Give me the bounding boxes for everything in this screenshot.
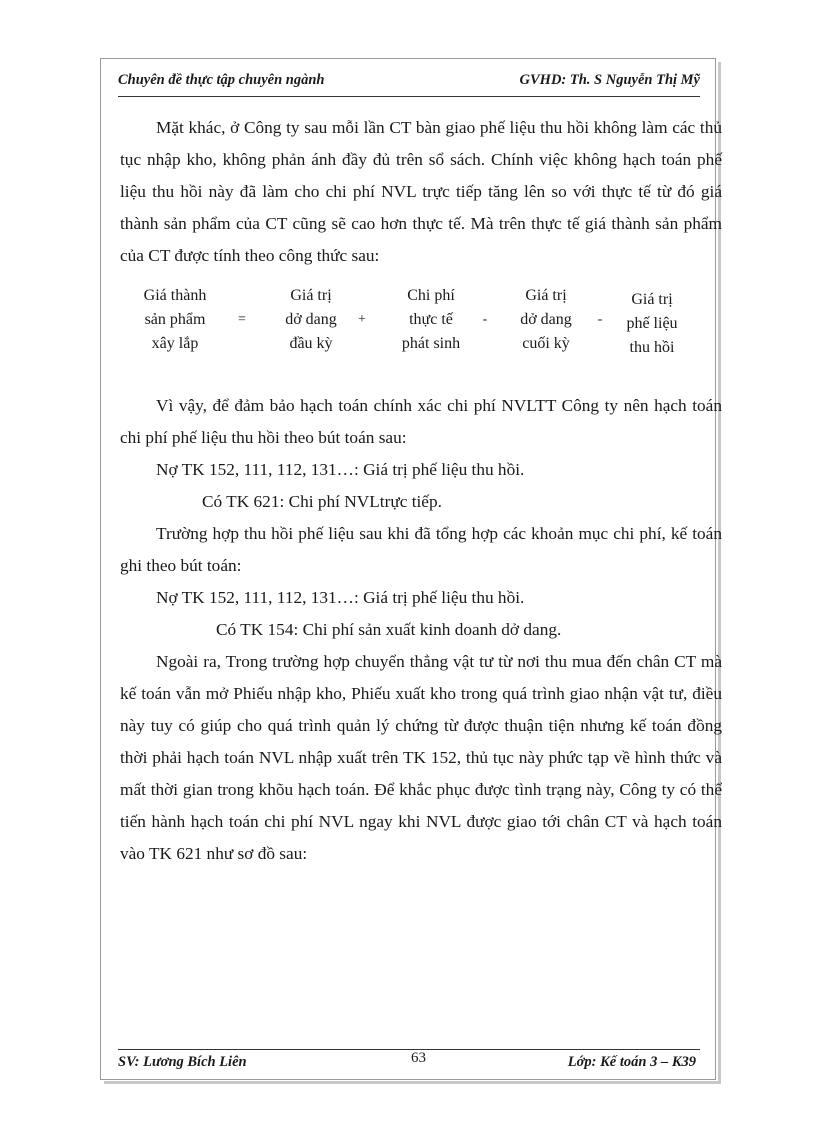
footer-divider <box>118 1049 700 1050</box>
paragraph-1: Mặt khác, ở Công ty sau mỗi lần CT bàn giao phế liệu thu hồi không làm các thủ tục nhập kho, không phản ánh đầy đủ trên sổ sách. Chính việc không hạch toán phế liệu thu hồi này đã làm cho chi phí NVL trực tiếp tăng lên so với thực tế từ đó giá thành sản phẩm của CT cũng sẽ cao hơn thực tế. Mà trên thực tế giá thành sản phẩm của CT được tính theo công thức sau: <box>120 118 722 265</box>
header-supervisor: GVHD: Th. S Nguyễn Thị Mỹ <box>519 72 700 88</box>
footer-class: Lớp: Kế toán 3 – K39 <box>567 1054 696 1070</box>
page-shadow-bottom <box>104 1081 721 1084</box>
paragraph-4: Ngoài ra, Trong trường hợp chuyển thẳng vật tư từ nơi thu mua đến chân CT mà kế toán vẫn mở Phiếu nhập kho, Phiếu xuất kho trong quá trình giao nhận vật tư, điều này tuy có giúp cho quá trình quản lý chứng từ được thuận tiện nhưng kế toán đồng thời phải hạch toán NVL nhập xuất trên TK 152, thủ tục này phức tạp về hình thức và mất thời gian trong khõu hạch toán. Để khắc phục được tình trạng này, Công ty có thể tiến hành hạch toán chi phí NVL ngay khi NVL được giao tới chân CT và hạch toán vào TK 621 như sơ đồ sau: <box>120 652 722 863</box>
formula-term-closing-wip: Giá trị dở dang cuối kỳ <box>520 287 572 352</box>
footer-student-name: SV: Lương Bích Liên <box>118 1054 247 1070</box>
formula-minus-1: - <box>482 312 488 327</box>
page-footer <box>118 1050 700 1076</box>
formula-equals: = <box>238 312 246 327</box>
header-divider <box>118 96 700 97</box>
entry-2-debit: Nợ TK 152, 111, 112, 131…: Giá trị phế liệu thu hồi. <box>156 588 525 607</box>
entry-1-credit: Có TK 621: Chi phí NVLtrực tiếp. <box>202 492 442 511</box>
formula-plus: + <box>358 312 366 327</box>
page-header <box>118 72 700 94</box>
paragraph-2: Vì vậy, để đảm bảo hạch toán chính xác chi phí NVLTT Công ty nên hạch toán chi phí phế liệu thu hồi theo bút toán sau: <box>120 396 722 447</box>
formula-term-product-cost: Giá thành sản phẩm xây lắp <box>143 287 207 352</box>
page-number: 63 <box>411 1050 426 1066</box>
formula-minus-2: - <box>597 312 603 327</box>
formula-term-scrap-value: Giá trị phế liệu thu hồi <box>626 291 678 356</box>
formula-term-opening-wip: Giá trị dở dang đầu kỳ <box>285 287 337 352</box>
entry-2-credit: Có TK 154: Chi phí sản xuất kinh doanh dở dang. <box>216 620 562 639</box>
entry-1-debit: Nợ TK 152, 111, 112, 131…: Giá trị phế liệu thu hồi. <box>156 460 525 479</box>
document-body <box>120 112 722 870</box>
paragraph-3: Trường hợp thu hồi phế liệu sau khi đã tổng hợp các khoản mục chi phí, kế toán ghi theo bút toán: <box>120 524 722 575</box>
cost-formula <box>120 284 722 376</box>
formula-term-actual-cost: Chi phí thực tế phát sinh <box>401 287 461 352</box>
header-report-title: Chuyên đề thực tập chuyên ngành <box>118 72 325 88</box>
